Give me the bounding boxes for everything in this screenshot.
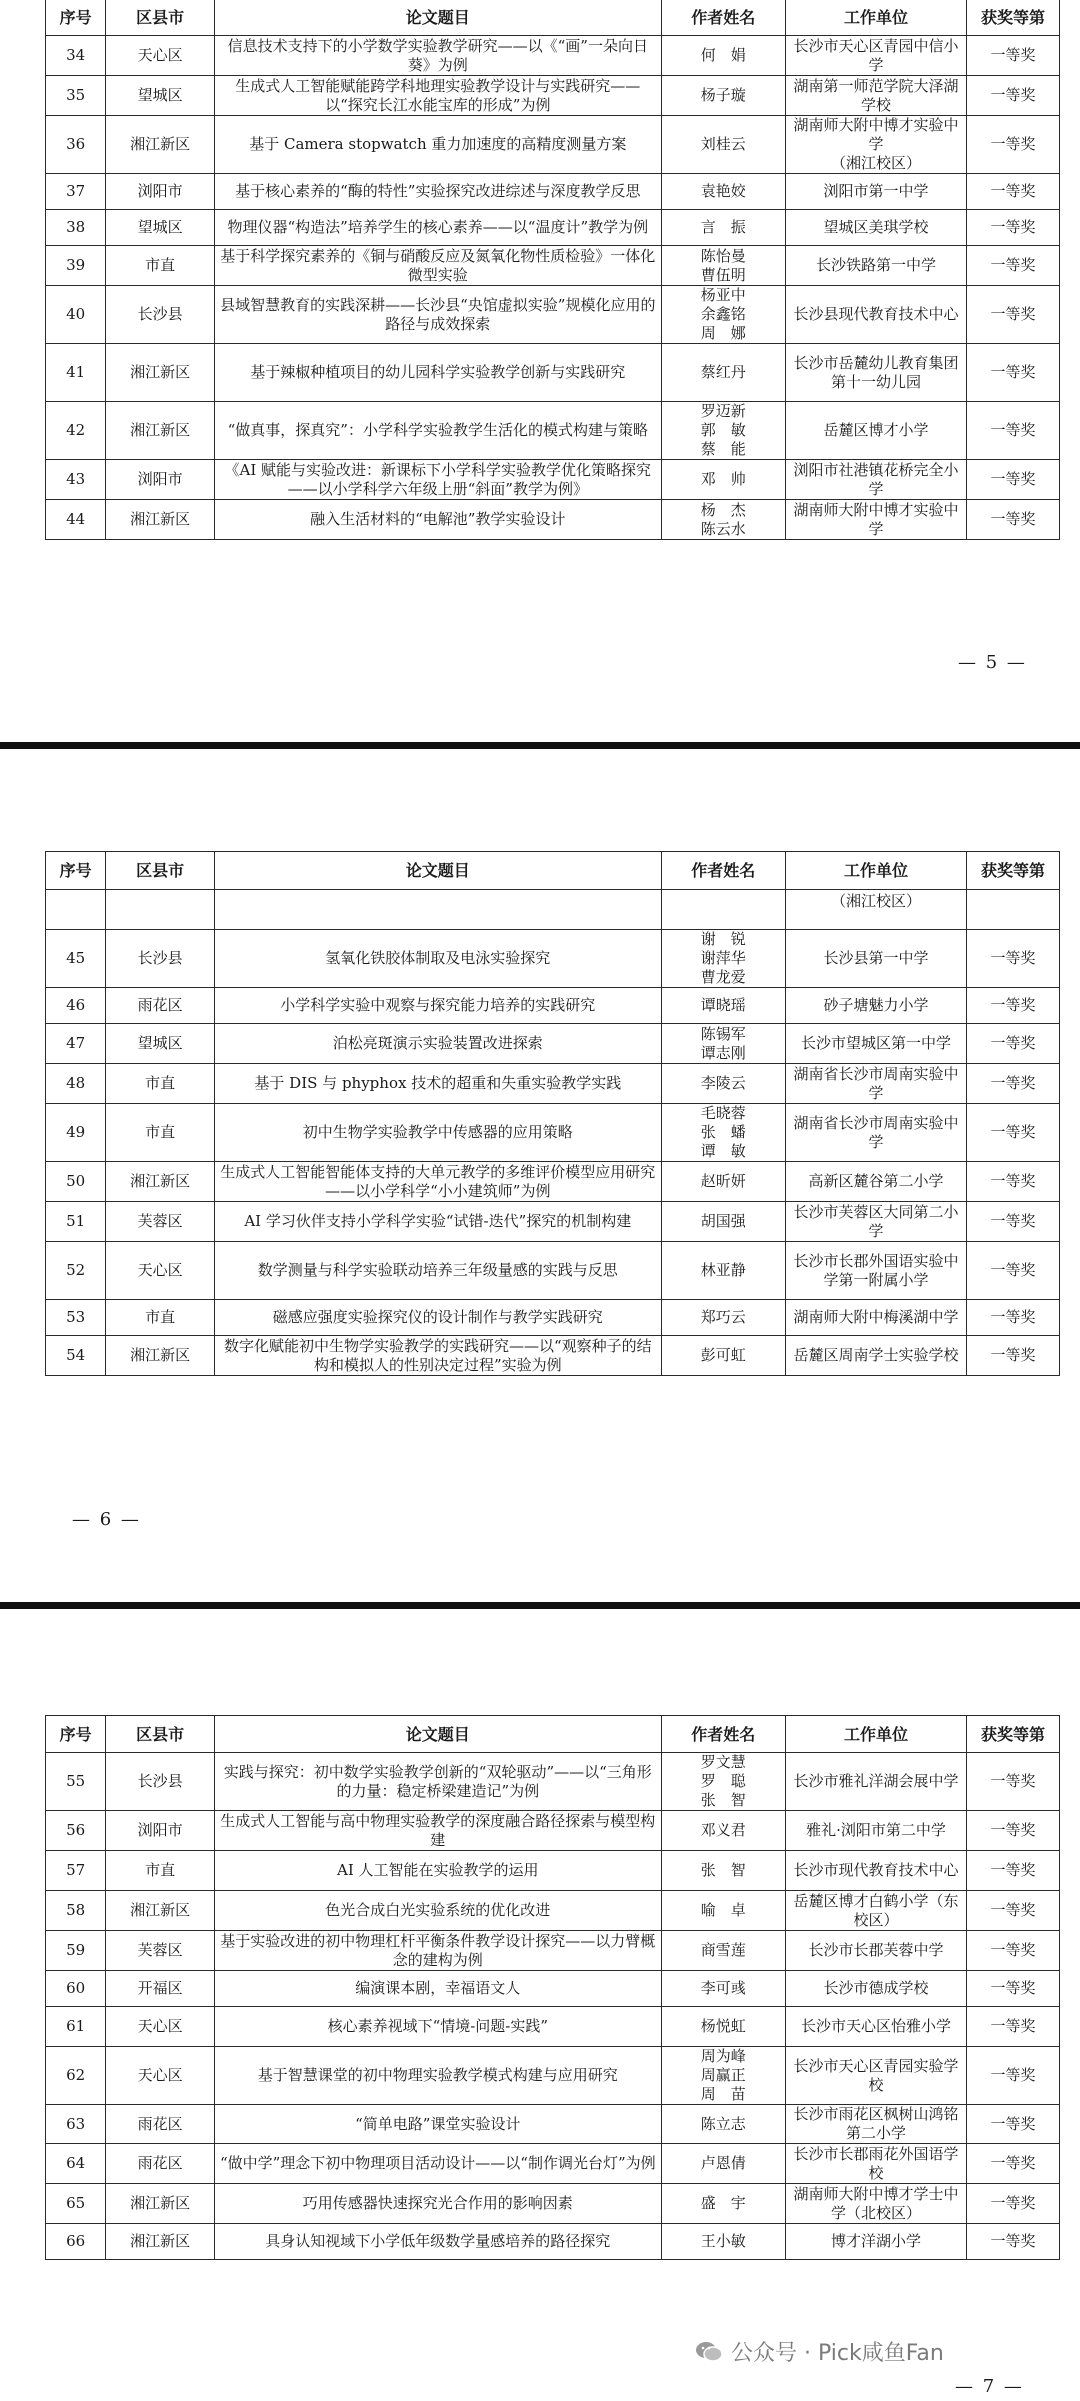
cell-unit: 湖南师大附中博才学士中学（北校区）: [785, 2184, 966, 2224]
cell-no: 36: [46, 116, 106, 174]
cell-no: 60: [46, 1971, 106, 2007]
cell-title: “做中学”理念下初中物理项目活动设计——以“制作调光台灯”为例: [214, 2144, 661, 2184]
table-header-row: [46, 1716, 1060, 1753]
cell-district: 浏阳市: [106, 174, 215, 210]
cell-title: 《AI 赋能与实验改进：新课标下小学科学实验教学优化策略探究——以小学科学六年级上册“斜面”教学为例》: [214, 460, 661, 500]
cell-district: 天心区: [106, 2007, 215, 2047]
cell-unit: 岳麓区博才白鹤小学（东校区）: [785, 1891, 966, 1931]
cell-award: 一等奖: [967, 1064, 1060, 1104]
table-row: [46, 246, 1060, 286]
cell-award: 一等奖: [967, 1336, 1060, 1376]
cell-title: 具身认知视域下小学低年级数学量感培养的路径探究: [214, 2224, 661, 2260]
cell-district: 浏阳市: [106, 460, 215, 500]
cell-title: 编演课本剧，幸福语文人: [214, 1971, 661, 2007]
watermark-text: 公众号 · Pick咸鱼Fan: [731, 2341, 944, 2366]
cell-title: 数学测量与科学实验联动培养三年级量感的实践与反思: [214, 1242, 661, 1300]
cell-no: 57: [46, 1851, 106, 1891]
cell-unit: 长沙市天心区青园实验学校: [785, 2047, 966, 2105]
header-title: 论文题目: [214, 1716, 661, 1753]
cell-title: 县域智慧教育的实践深耕——长沙县“央馆虚拟实验”规模化应用的路径与成效探索: [214, 286, 661, 344]
cell-district: 开福区: [106, 1971, 215, 2007]
cell-award: 一等奖: [967, 116, 1060, 174]
header-unit: 工作单位: [785, 0, 966, 36]
cell-unit: 高新区麓谷第二小学: [785, 1162, 966, 1202]
cell-no: 48: [46, 1064, 106, 1104]
cell-award: 一等奖: [967, 210, 1060, 246]
cell-author: 杨亚中 余鑫铭 周 娜: [661, 286, 785, 344]
cell-no: 55: [46, 1753, 106, 1811]
page-6: [0, 749, 1080, 1602]
cell-no: 45: [46, 930, 106, 988]
cell-title: 基于 Camera stopwatch 重力加速度的高精度测量方案: [214, 116, 661, 174]
header-award: 获奖等第: [967, 1716, 1060, 1753]
table-row: [46, 1971, 1060, 2007]
cell-no: 42: [46, 402, 106, 460]
table-row: [46, 1162, 1060, 1202]
cell-district: 长沙县: [106, 1753, 215, 1811]
cell-district: 芙蓉区: [106, 1931, 215, 1971]
cell-unit: 湖南第一师范学院大泽湖学校: [785, 76, 966, 116]
cell-award: 一等奖: [967, 1851, 1060, 1891]
header-no: 序号: [46, 852, 106, 890]
cell-district: 芙蓉区: [106, 1202, 215, 1242]
cell-no: 54: [46, 1336, 106, 1376]
cell-author: 邓义君: [661, 1811, 785, 1851]
table-row: [46, 2184, 1060, 2224]
table-header-row: [46, 852, 1060, 890]
cell-author: 陈怡曼 曹伍明: [661, 246, 785, 286]
cell-award: 一等奖: [967, 2184, 1060, 2224]
table-row: [46, 286, 1060, 344]
cell-author: 邓 帅: [661, 460, 785, 500]
cell-award: 一等奖: [967, 1024, 1060, 1064]
cell-award: 一等奖: [967, 1971, 1060, 2007]
cell-no: 64: [46, 2144, 106, 2184]
table-row: [46, 1336, 1060, 1376]
cell-unit: 长沙市现代教育技术中心: [785, 1851, 966, 1891]
cell-no: 59: [46, 1931, 106, 1971]
cell-district: 天心区: [106, 1242, 215, 1300]
cell-unit: 长沙市天心区青园中信小学: [785, 36, 966, 76]
cell-no: 38: [46, 210, 106, 246]
cell-award: 一等奖: [967, 930, 1060, 988]
cell-no: 65: [46, 2184, 106, 2224]
cell-no: 50: [46, 1162, 106, 1202]
cell-no: 43: [46, 460, 106, 500]
cell-district: 雨花区: [106, 988, 215, 1024]
cell-no: 56: [46, 1811, 106, 1851]
cell-author: 毛晓蓉 张 蟠 谭 敏: [661, 1104, 785, 1162]
table-row: [46, 1753, 1060, 1811]
cell-title: AI 学习伙伴支持小学科学实验“试错-迭代”探究的机制构建: [214, 1202, 661, 1242]
cell-district: 湘江新区: [106, 1891, 215, 1931]
cell-author: 谢 锐 谢萍华 曹龙爱: [661, 930, 785, 988]
header-district: 区县市: [106, 1716, 215, 1753]
wechat-icon: [695, 2340, 723, 2364]
cell-unit: 长沙市雅礼洋湖会展中学: [785, 1753, 966, 1811]
cell-award: 一等奖: [967, 286, 1060, 344]
cell-no: 61: [46, 2007, 106, 2047]
cell-no: 34: [46, 36, 106, 76]
cell-title: 核心素养视域下“情境-问题-实践”: [214, 2007, 661, 2047]
table-row: [46, 210, 1060, 246]
cell-title: “做真事，探真究”：小学科学实验教学生活化的模式构建与策略: [214, 402, 661, 460]
cell-district: 市直: [106, 1851, 215, 1891]
cell-author: 陈锡军 谭志刚: [661, 1024, 785, 1064]
cell-district: 长沙县: [106, 286, 215, 344]
cell-unit: 长沙县现代教育技术中心: [785, 286, 966, 344]
cell-award: 一等奖: [967, 36, 1060, 76]
table-row: [46, 1064, 1060, 1104]
cell-unit: 浏阳市第一中学: [785, 174, 966, 210]
cell-no: 58: [46, 1891, 106, 1931]
table-row: [46, 988, 1060, 1024]
cell-award: 一等奖: [967, 988, 1060, 1024]
cell-no: 66: [46, 2224, 106, 2260]
cell-award: 一等奖: [967, 1891, 1060, 1931]
cell-district: 望城区: [106, 210, 215, 246]
cell-title: 数字化赋能初中生物学实验教学的实践研究——以“观察种子的结构和模拟人的性别决定过程”实验为例: [214, 1336, 661, 1376]
cell-author: 刘桂云: [661, 116, 785, 174]
award-table-page-7: [45, 1715, 1060, 2260]
cell-author: 言 振: [661, 210, 785, 246]
cell-district: 湘江新区: [106, 2224, 215, 2260]
table-row: [46, 116, 1060, 174]
page-number: — 7 —: [955, 2376, 1024, 2397]
table-row: [46, 174, 1060, 210]
cell-district: 湘江新区: [106, 344, 215, 402]
table-row: [46, 402, 1060, 460]
cell-award: 一等奖: [967, 174, 1060, 210]
cell-unit: 湖南师大附中梅溪湖中学: [785, 1300, 966, 1336]
cell-title: 实践与探究：初中数学实验教学创新的“双轮驱动”——以“三角形的力量：稳定桥梁建造记”为例: [214, 1753, 661, 1811]
header-district: 区县市: [106, 852, 215, 890]
cell-unit: 长沙市长郡雨花外国语学校: [785, 2144, 966, 2184]
cell-unit: （湘江校区）: [785, 890, 966, 930]
cell-title: “简单电路”课堂实验设计: [214, 2105, 661, 2144]
cell-no: 47: [46, 1024, 106, 1064]
cell-title: 色光合成白光实验系统的优化改进: [214, 1891, 661, 1931]
cell-award: 一等奖: [967, 2144, 1060, 2184]
cell-district: 市直: [106, 1104, 215, 1162]
cell-award: 一等奖: [967, 460, 1060, 500]
cell-title: 基于辣椒种植项目的幼儿园科学实验教学创新与实践研究: [214, 344, 661, 402]
cell-award: 一等奖: [967, 344, 1060, 402]
cell-author: 李陵云: [661, 1064, 785, 1104]
table-row: [46, 1024, 1060, 1064]
table-row: [46, 344, 1060, 402]
cell-award: 一等奖: [967, 76, 1060, 116]
cell-award: 一等奖: [967, 1753, 1060, 1811]
cell-title: 生成式人工智能与高中物理实验教学的深度融合路径探索与模型构建: [214, 1811, 661, 1851]
cell-no: 51: [46, 1202, 106, 1242]
header-award: 获奖等第: [967, 0, 1060, 36]
cell-title: 基于实验改进的初中物理杠杆平衡条件教学设计探究——以力臂概念的建构为例: [214, 1931, 661, 1971]
table-row: [46, 1811, 1060, 1851]
cell-unit: 湖南师大附中博才实验中学 （湘江校区）: [785, 116, 966, 174]
table-row: [46, 2144, 1060, 2184]
cell-no: 44: [46, 500, 106, 540]
cell-award: 一等奖: [967, 402, 1060, 460]
cell-award: 一等奖: [967, 1300, 1060, 1336]
cell-author: 何 娟: [661, 36, 785, 76]
cell-no: 62: [46, 2047, 106, 2105]
cell-unit: 长沙市长郡芙蓉中学: [785, 1931, 966, 1971]
page-5: [0, 0, 1080, 740]
cell-district: 雨花区: [106, 2144, 215, 2184]
watermark: [695, 2336, 944, 2367]
cell-title: 物理仪器“构造法”培养学生的核心素养——以“温度计”教学为例: [214, 210, 661, 246]
award-table-page-6: [45, 851, 1060, 1376]
cell-title: 信息技术支持下的小学数学实验教学研究——以《“画”一朵向日葵》为例: [214, 36, 661, 76]
table-row: [46, 500, 1060, 540]
cell-no: 37: [46, 174, 106, 210]
cell-unit: 博才洋湖小学: [785, 2224, 966, 2260]
cell-no: 63: [46, 2105, 106, 2144]
cell-award: 一等奖: [967, 2047, 1060, 2105]
header-title: 论文题目: [214, 852, 661, 890]
cell-author: 袁艳姣: [661, 174, 785, 210]
header-author: 作者姓名: [661, 1716, 785, 1753]
cell-title: 巧用传感器快速探究光合作用的影响因素: [214, 2184, 661, 2224]
cell-author: 杨子璇: [661, 76, 785, 116]
cell-title: 磁感应强度实验探究仪的设计制作与教学实践研究: [214, 1300, 661, 1336]
cell-no: 49: [46, 1104, 106, 1162]
cell-award: 一等奖: [967, 500, 1060, 540]
cell-no: 41: [46, 344, 106, 402]
cell-unit: 砂子塘魅力小学: [785, 988, 966, 1024]
cell-title: 氢氧化铁胶体制取及电泳实验探究: [214, 930, 661, 988]
page-divider: [0, 742, 1080, 749]
cell-no: 39: [46, 246, 106, 286]
cell-author: 盛 宇: [661, 2184, 785, 2224]
table-row: [46, 1851, 1060, 1891]
cell-award: 一等奖: [967, 2007, 1060, 2047]
cell-title: 泊松亮斑演示实验装置改进探索: [214, 1024, 661, 1064]
cell-unit: 长沙市望城区第一中学: [785, 1024, 966, 1064]
cell-award: 一等奖: [967, 1202, 1060, 1242]
cell-district: 雨花区: [106, 2105, 215, 2144]
cell-award: 一等奖: [967, 2224, 1060, 2260]
cell-district: 望城区: [106, 76, 215, 116]
cell-author: 胡国强: [661, 1202, 785, 1242]
table-row: [46, 2007, 1060, 2047]
header-author: 作者姓名: [661, 0, 785, 36]
cell-unit: 雅礼·浏阳市第二中学: [785, 1811, 966, 1851]
cell-district: 湘江新区: [106, 500, 215, 540]
page-number: — 5 —: [958, 652, 1027, 673]
cell-unit: 长沙市德成学校: [785, 1971, 966, 2007]
cell-author: 陈立志: [661, 2105, 785, 2144]
table-row-carryover: [46, 890, 1060, 930]
cell-author: 喻 卓: [661, 1891, 785, 1931]
table-row: [46, 1242, 1060, 1300]
cell-title: 基于智慧课堂的初中物理实验教学模式构建与应用研究: [214, 2047, 661, 2105]
cell-author: 卢恩倩: [661, 2144, 785, 2184]
cell-no: 46: [46, 988, 106, 1024]
table-row: [46, 1891, 1060, 1931]
cell-unit: 长沙市岳麓幼儿教育集团第十一幼儿园: [785, 344, 966, 402]
cell-author: 商雪莲: [661, 1931, 785, 1971]
table-row: [46, 930, 1060, 988]
header-district: 区县市: [106, 0, 215, 36]
cell-author: 赵昕妍: [661, 1162, 785, 1202]
cell-district: 湘江新区: [106, 1162, 215, 1202]
cell-author: 周为峰 周赢正 周 苗: [661, 2047, 785, 2105]
table-row: [46, 2047, 1060, 2105]
table-row: [46, 2224, 1060, 2260]
cell-no: 53: [46, 1300, 106, 1336]
cell-unit: 岳麓区周南学士实验学校: [785, 1336, 966, 1376]
header-author: 作者姓名: [661, 852, 785, 890]
header-unit: 工作单位: [785, 1716, 966, 1753]
award-table-page-5: [45, 0, 1060, 540]
cell-unit: 湖南师大附中博才实验中学: [785, 500, 966, 540]
cell-no: 40: [46, 286, 106, 344]
cell-unit: 长沙市天心区怡雅小学: [785, 2007, 966, 2047]
cell-title: 生成式人工智能赋能跨学科地理实验教学设计与实践研究——以“探究长江水能宝库的形成”为例: [214, 76, 661, 116]
cell-author: 谭晓瑶: [661, 988, 785, 1024]
cell-author: 杨 杰 陈云水: [661, 500, 785, 540]
header-unit: 工作单位: [785, 852, 966, 890]
table-header-row: [46, 0, 1060, 36]
table-row: [46, 76, 1060, 116]
cell-award: 一等奖: [967, 246, 1060, 286]
cell-author: 彭可虹: [661, 1336, 785, 1376]
cell-district: 市直: [106, 1064, 215, 1104]
cell-title: 生成式人工智能智能体支持的大单元教学的多维评价模型应用研究——以小学科学“小小建筑师”为例: [214, 1162, 661, 1202]
cell-title: 基于 DIS 与 phyphox 技术的超重和失重实验教学实践: [214, 1064, 661, 1104]
cell-district: 天心区: [106, 2047, 215, 2105]
cell-unit: 湖南省长沙市周南实验中学: [785, 1104, 966, 1162]
cell-title: AI 人工智能在实验教学的运用: [214, 1851, 661, 1891]
cell-title: 融入生活材料的“电解池”教学实验设计: [214, 500, 661, 540]
cell-unit: 望城区美琪学校: [785, 210, 966, 246]
cell-author: 罗迈新 郭 敏 蔡 能: [661, 402, 785, 460]
cell-district: 湘江新区: [106, 1336, 215, 1376]
table-row: [46, 1202, 1060, 1242]
cell-title: 基于科学探究素养的《铜与硝酸反应及氮氧化物性质检验》一体化微型实验: [214, 246, 661, 286]
cell-award: 一等奖: [967, 1931, 1060, 1971]
cell-author: 蔡红丹: [661, 344, 785, 402]
cell-author: 李可彧: [661, 1971, 785, 2007]
cell-award: 一等奖: [967, 1811, 1060, 1851]
header-no: 序号: [46, 1716, 106, 1753]
cell-award: 一等奖: [967, 1104, 1060, 1162]
header-award: 获奖等第: [967, 852, 1060, 890]
cell-district: 浏阳市: [106, 1811, 215, 1851]
cell-unit: 浏阳市社港镇花桥完全小学: [785, 460, 966, 500]
cell-district: 湘江新区: [106, 116, 215, 174]
table-row: [46, 1931, 1060, 1971]
cell-author: 罗文慧 罗 聪 张 智: [661, 1753, 785, 1811]
table-row: [46, 1300, 1060, 1336]
cell-author: 杨悦虹: [661, 2007, 785, 2047]
cell-unit: 长沙县第一中学: [785, 930, 966, 988]
cell-unit: 岳麓区博才小学: [785, 402, 966, 460]
cell-unit: 长沙市芙蓉区大同第二小学: [785, 1202, 966, 1242]
cell-award: 一等奖: [967, 1162, 1060, 1202]
header-no: 序号: [46, 0, 106, 36]
cell-title: 基于核心素养的“酶的特性”实验探究改进综述与深度教学反思: [214, 174, 661, 210]
page-7: [0, 1609, 1080, 2401]
cell-district: 湘江新区: [106, 2184, 215, 2224]
table-row: [46, 1104, 1060, 1162]
cell-author: 张 智: [661, 1851, 785, 1891]
cell-author: 王小敏: [661, 2224, 785, 2260]
cell-district: 市直: [106, 1300, 215, 1336]
cell-unit: 湖南省长沙市周南实验中学: [785, 1064, 966, 1104]
cell-unit: 长沙市长郡外国语实验中学第一附属小学: [785, 1242, 966, 1300]
cell-district: 湘江新区: [106, 402, 215, 460]
cell-author: 郑巧云: [661, 1300, 785, 1336]
cell-district: 天心区: [106, 36, 215, 76]
cell-title: 小学科学实验中观察与探究能力培养的实践研究: [214, 988, 661, 1024]
table-row: [46, 460, 1060, 500]
cell-unit: 长沙铁路第一中学: [785, 246, 966, 286]
cell-award: 一等奖: [967, 1242, 1060, 1300]
cell-no: 52: [46, 1242, 106, 1300]
page-divider: [0, 1602, 1080, 1609]
cell-district: 长沙县: [106, 930, 215, 988]
header-title: 论文题目: [214, 0, 661, 36]
cell-title: 初中生物学实验教学中传感器的应用策略: [214, 1104, 661, 1162]
table-row: [46, 2105, 1060, 2144]
cell-district: 望城区: [106, 1024, 215, 1064]
cell-award: 一等奖: [967, 2105, 1060, 2144]
table-row: [46, 36, 1060, 76]
cell-no: 35: [46, 76, 106, 116]
page-number: — 6 —: [72, 1509, 141, 1530]
cell-author: 林亚静: [661, 1242, 785, 1300]
cell-unit: 长沙市雨花区枫树山鸿铭第二小学: [785, 2105, 966, 2144]
cell-district: 市直: [106, 246, 215, 286]
